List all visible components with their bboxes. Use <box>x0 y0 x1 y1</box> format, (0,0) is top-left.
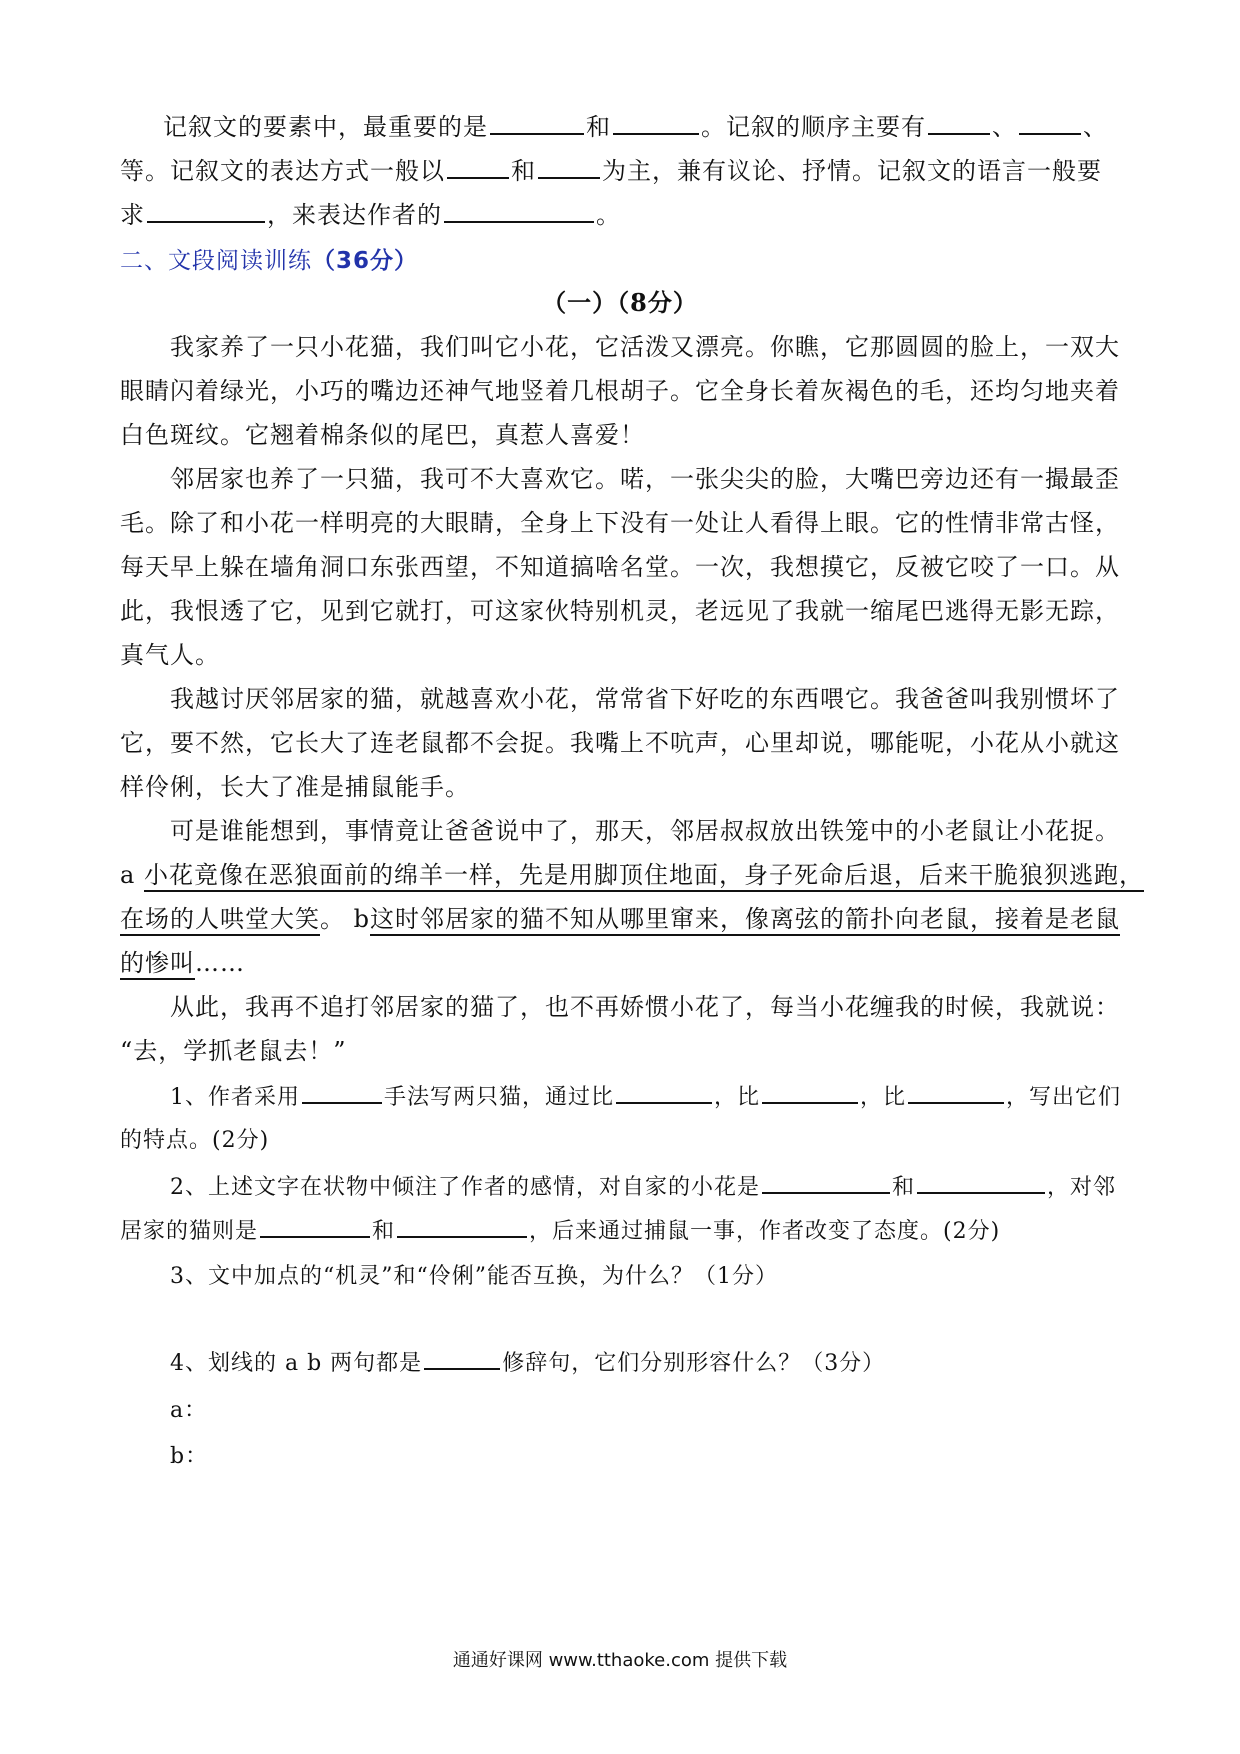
sentence-marker-a: a <box>120 861 136 889</box>
question-text: 2、上述文字在状物中倾注了作者的感情，对自家的小花是 <box>170 1175 760 1200</box>
passage-line-underlined-b <box>120 902 1130 936</box>
question-4 <box>170 1346 1130 1381</box>
question-text: 和 <box>892 1175 916 1200</box>
answer-blank[interactable] <box>908 1080 1004 1104</box>
answer-blank[interactable] <box>260 1214 370 1238</box>
answer-blank[interactable] <box>424 1346 500 1370</box>
answer-label-b: b： <box>170 1444 209 1469</box>
passage-line: 此，我恨透了它，见到它就打，可这家伙特别机灵，老远见了我就一缩尾巴逃得无影无踪， <box>120 597 1120 625</box>
passage-line: 眼睛闪着绿光，小巧的嘴边还神气地竖着几根胡子。它全身长着灰褐色的毛，还均匀地夹着 <box>120 377 1120 405</box>
underlined-sentence-b: 这时邻居家的猫不知从哪里窜来，像离弦的箭扑向老鼠，接着是老鼠 <box>370 905 1120 936</box>
passage-line <box>120 946 1130 980</box>
intro-text: 记叙文的要素中，最重要的是 <box>163 113 488 141</box>
intro-line-3 <box>120 198 1130 232</box>
question-text: 修辞句，它们分别形容什么？（3分） <box>502 1351 886 1376</box>
answer-blank[interactable] <box>302 1080 382 1104</box>
passage-score: （8分） <box>617 288 698 317</box>
punctuation: 。 <box>320 905 345 933</box>
passage-line: 每天早上躲在墙角洞口东张西望，不知道搞啥名堂。一次，我想摸它，反被它咬了一口。从 <box>120 553 1120 581</box>
answer-blank[interactable] <box>147 199 265 223</box>
passage-line: 白色斑纹。它翘着棉条似的尾巴，真惹人喜爱！ <box>120 421 645 449</box>
intro-text: 、 <box>992 113 1017 141</box>
question-text: 1、作者采用 <box>170 1085 300 1110</box>
passage-line: “去，学抓老鼠去！” <box>120 1037 347 1065</box>
intro-text: 和 <box>586 113 611 141</box>
intro-text: 。 <box>596 201 621 229</box>
intro-text: 、 <box>1083 113 1108 141</box>
section-heading <box>120 244 1130 278</box>
passage-line: 我越讨厌邻居家的猫，就越喜欢小花，常常省下好吃的东西喂它。我爸爸叫我别惯坏了 <box>170 685 1120 713</box>
answer-blank[interactable] <box>538 155 600 179</box>
underlined-sentence-b: 的惨叫 <box>120 949 195 980</box>
question-text: ，比 <box>714 1085 761 1110</box>
section-title: 二、文段阅读训练 <box>120 248 312 274</box>
passage-number: （一） <box>542 288 618 317</box>
intro-text: 。记叙的顺序主要有 <box>701 113 926 141</box>
answer-blank[interactable] <box>447 155 509 179</box>
question-text: 居家的猫则是 <box>120 1219 259 1244</box>
question-2 <box>170 1170 1130 1205</box>
intro-text: ，来表达作者的 <box>267 201 442 229</box>
answer-blank[interactable] <box>762 1170 890 1194</box>
passage-line-underlined-a <box>120 858 1144 892</box>
question-text: 和 <box>372 1219 396 1244</box>
intro-line-1 <box>163 110 1173 144</box>
question-2-cont <box>120 1214 1130 1249</box>
passage-subheading <box>0 286 1240 320</box>
question-text: ，比 <box>860 1085 907 1110</box>
section-score: （36分） <box>312 248 419 274</box>
question-1 <box>170 1080 1130 1115</box>
answer-blank[interactable] <box>397 1214 527 1238</box>
question-text: ，对邻 <box>1047 1175 1117 1200</box>
question-text: ，后来通过捕鼠一事，作者改变了态度。(2分) <box>529 1219 1001 1244</box>
underlined-sentence-a: 在场的人哄堂大笑 <box>120 905 320 936</box>
question-text: ，写出它们 <box>1006 1085 1122 1110</box>
answer-blank[interactable] <box>762 1080 858 1104</box>
passage-line: 毛。除了和小花一样明亮的大眼睛，全身上下没有一处让人看得上眼。它的性情非常古怪， <box>120 509 1120 537</box>
sentence-marker-b: b <box>353 905 371 933</box>
question-text: 的特点。(2分) <box>120 1128 270 1153</box>
answer-blank[interactable] <box>490 111 584 135</box>
ellipsis: …… <box>195 949 245 977</box>
intro-text: 为主，兼有议论、抒情。记叙文的语言一般要 <box>602 157 1102 185</box>
passage-line: 它，要不然，它长大了连老鼠都不会捉。我嘴上不吭声，心里却说，哪能呢，小花从小就这 <box>120 729 1120 757</box>
underlined-sentence-a: 小花竟像在恶狼面前的绵羊一样，先是用脚顶住地面，身子死命后退，后来干脆狼狈逃跑， <box>144 861 1144 892</box>
answer-blank[interactable] <box>917 1170 1045 1194</box>
answer-blank[interactable] <box>613 111 699 135</box>
question-3: 3、文中加点的“机灵”和“伶俐”能否互换，为什么？（1分） <box>170 1264 778 1289</box>
passage-line: 邻居家也养了一只猫，我可不大喜欢它。喏，一张尖尖的脸，大嘴巴旁边还有一撮最歪 <box>170 465 1120 493</box>
answer-blank[interactable] <box>444 199 594 223</box>
intro-text: 求 <box>120 201 145 229</box>
passage-line: 真气人。 <box>120 641 220 669</box>
answer-blank[interactable] <box>1019 111 1081 135</box>
passage-line: 样伶俐，长大了准是捕鼠能手。 <box>120 773 470 801</box>
passage-line: 从此，我再不追打邻居家的猫了，也不再娇惯小花了，每当小花缠我的时候，我就说： <box>170 993 1120 1021</box>
answer-label-a: a： <box>170 1398 208 1423</box>
passage-line: 可是谁能想到，事情竟让爸爸说中了，那天，邻居叔叔放出铁笼中的小老鼠让小花捉。 <box>170 817 1120 845</box>
passage-line: 我家养了一只小花猫，我们叫它小花，它活泼又漂亮。你瞧，它那圆圆的脸上，一双大 <box>170 333 1120 361</box>
answer-blank[interactable] <box>928 111 990 135</box>
question-text: 4、划线的 a b 两句都是 <box>170 1351 423 1376</box>
answer-blank[interactable] <box>616 1080 712 1104</box>
intro-text: 和 <box>511 157 536 185</box>
intro-line-2 <box>120 154 1130 188</box>
intro-text: 等。记叙文的表达方式一般以 <box>120 157 445 185</box>
page-footer: 通通好课网 www.tthaoke.com 提供下载 <box>452 1650 788 1671</box>
question-text: 手法写两只猫，通过比 <box>384 1085 615 1110</box>
